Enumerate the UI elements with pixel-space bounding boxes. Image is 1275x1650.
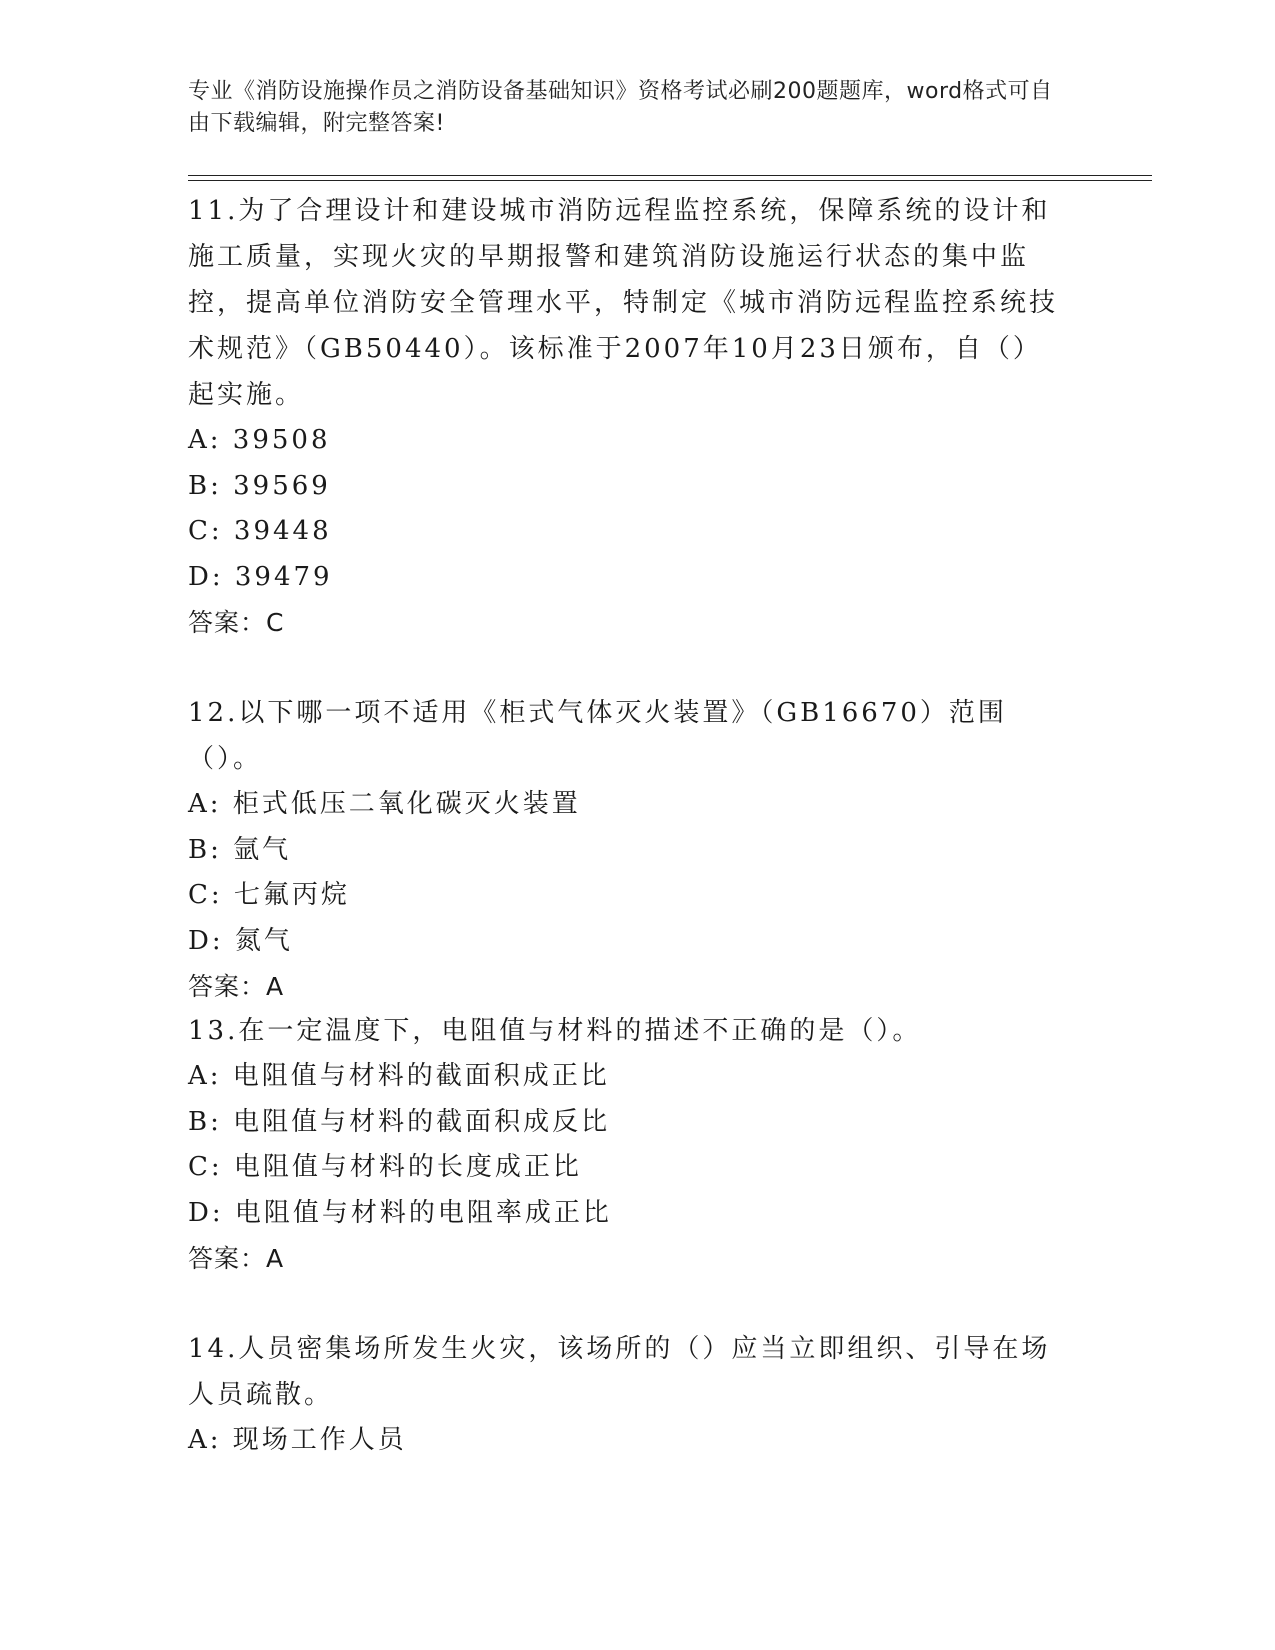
answer-label: 答案：A: [188, 972, 285, 1001]
document-header: 专业《消防设施操作员之消防设备基础知识》资格考试必刷200题题库，word格式可自由下载编辑，附完整答案!: [188, 79, 1053, 136]
option-a: A: 39508: [188, 425, 331, 455]
option-a: A: 现场工作人员: [188, 1425, 407, 1455]
answer-label: 答案：C: [188, 608, 285, 637]
option-a: A: 柜式低压二氧化碳灭火装置: [188, 789, 581, 819]
option-b: B: 氩气: [188, 834, 292, 865]
question-14: [188, 1326, 1068, 1464]
option-a: A: 电阻值与材料的截面积成正比: [188, 1061, 610, 1091]
option-d: D: 39479: [188, 561, 333, 592]
answer-label: 答案：A: [188, 1244, 285, 1273]
question-12: [188, 690, 1068, 1009]
question-stem: 11.为了合理设计和建设城市消防远程监控系统，保障系统的设计和施工质量，实现火灾的早期报警和建筑消防设施运行状态的集中监控，提高单位消防安全管理水平，特制定《城市消防远程监控系统技术规范》（GB50440）。该标准于2007年10月23日颁布，自（）起实施。: [188, 196, 1059, 410]
option-c: C: 电阻值与材料的长度成正比: [188, 1152, 582, 1182]
question-stem: 14.人员密集场所发生火灾，该场所的（）应当立即组织、引导在场人员疏散。: [188, 1334, 1051, 1410]
option-b: B: 39569: [188, 470, 331, 501]
option-d: D: 电阻值与材料的电阻率成正比: [188, 1197, 612, 1228]
question-stem: 12.以下哪一项不适用《柜式气体灭火装置》（GB16670）范围（）。: [188, 698, 1007, 774]
option-d: D: 氮气: [188, 925, 293, 956]
header-divider-bottom: [188, 180, 1152, 181]
header-divider-top: [188, 175, 1152, 176]
question-stem: 13.在一定温度下，电阻值与材料的描述不正确的是（）。: [188, 1016, 922, 1046]
option-c: C: 七氟丙烷: [188, 880, 350, 910]
option-c: C: 39448: [188, 516, 332, 546]
question-11: [188, 188, 1068, 645]
option-b: B: 电阻值与材料的截面积成反比: [188, 1106, 611, 1137]
question-13: [188, 1008, 1068, 1281]
